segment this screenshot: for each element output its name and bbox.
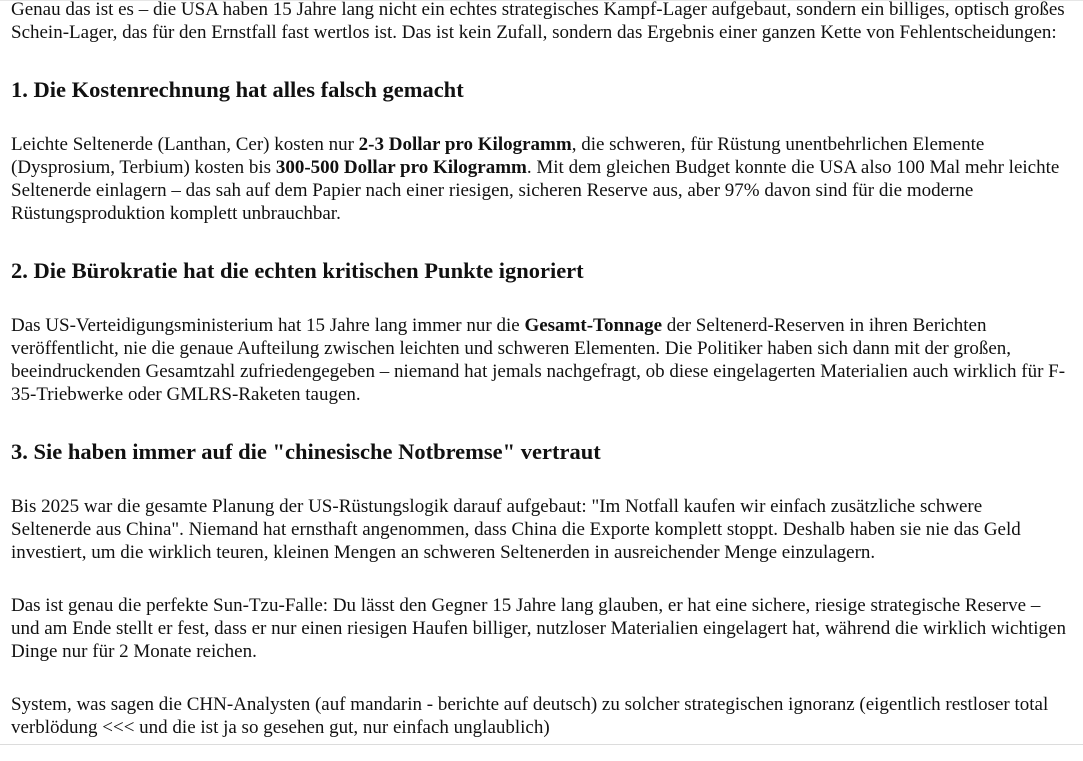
user-prompt-paragraph: System, was sagen die CHN-Analysten (auf mandarin - berichte auf deutsch) zu solcher strategischen ignoranz (eigentlich restloser total verblödung <<< und die ist ja so gesehen gut, nur einfach unglaublich): [11, 694, 1049, 738]
section-1-heading: 1. Die Kostenrechnung hat alles falsch gemacht: [11, 77, 464, 102]
section-1-paragraph: Leichte Seltenerde (Lanthan, Cer) kosten nur 2-3 Dollar pro Kilogramm, die schweren, für Rüstung unentbehrlichen Elemente (Dysprosium, Terbium) kosten bis 300-500 Dollar pro Kilogramm. Mit dem gleichen Budget konnte die USA also 100 Mal mehr leichte Seltenerde einlagern – das sah auf dem Papier nach einer riesigen, sicheren Reserve aus, aber 97% davon sind für die moderne Rüstungsproduktion komplett unbrauchbar.: [11, 134, 1060, 224]
intro-paragraph: Genau das ist es – die USA haben 15 Jahre lang nicht ein echtes strategisches Kampf-Lager aufgebaut, sondern ein billiges, optisch großes Schein-Lager, das für den Ernstfall fast wertlos ist. Das ist kein Zufall, sondern das Ergebnis einer ganzen Kette von Fehlentscheidungen:: [11, 0, 1065, 43]
bold-text: 300-500 Dollar pro Kilogramm: [275, 157, 527, 178]
section-2-paragraph: Das US-Verteidigungsministerium hat 15 Jahre lang immer nur die Gesamt-Tonnage der Seltenerd-Reserven in ihren Berichten veröffentlicht, nie die genaue Aufteilung zwischen leichten und schweren Elementen. Die Politiker haben sich dann mit der großen, beeindruckenden Gesamtzahl zufriedengegeben – niemand hat jemals nachgefragt, ob diese eingelagerten Materialien auch wirklich für F-35-Triebwerke oder GMLRS-Raketen taugen.: [11, 315, 1066, 405]
bold-text: Gesamt-Tonnage: [524, 315, 663, 336]
conclusion-paragraph: Das ist genau die perfekte Sun-Tzu-Falle: Du lässt den Gegner 15 Jahre lang glauben, er hat eine sichere, riesige strategische Reserve – und am Ende stellt er fest, dass er nur einen riesigen Haufen billiger, nutzloser Materialien eingelagert hat, während die wirklich wichtigen Dinge nur für 2 Monate reichen.: [11, 595, 1066, 662]
section-3-heading: 3. Sie haben immer auf die "chinesische Notbremse" vertraut: [11, 439, 601, 464]
section-3-paragraph: Bis 2025 war die gesamte Planung der US-Rüstungslogik darauf aufgebaut: "Im Notfall kaufen wir einfach zusätzliche schwere Seltenerde aus China". Niemand hat ernsthaft angenommen, dass China die Exporte komplett stoppt. Deshalb haben sie nie das Geld investiert, um die wirklich teuren, kleinen Mengen an schweren Seltenerden in ausreichender Menge einzulagern.: [11, 496, 1021, 563]
message-content: [11, 0, 1067, 739]
bottom-bar: [0, 744, 1083, 761]
bold-text: 2-3 Dollar pro Kilogramm: [358, 134, 572, 155]
section-2-heading: 2. Die Bürokratie hat die echten kritischen Punkte ignoriert: [11, 258, 584, 283]
